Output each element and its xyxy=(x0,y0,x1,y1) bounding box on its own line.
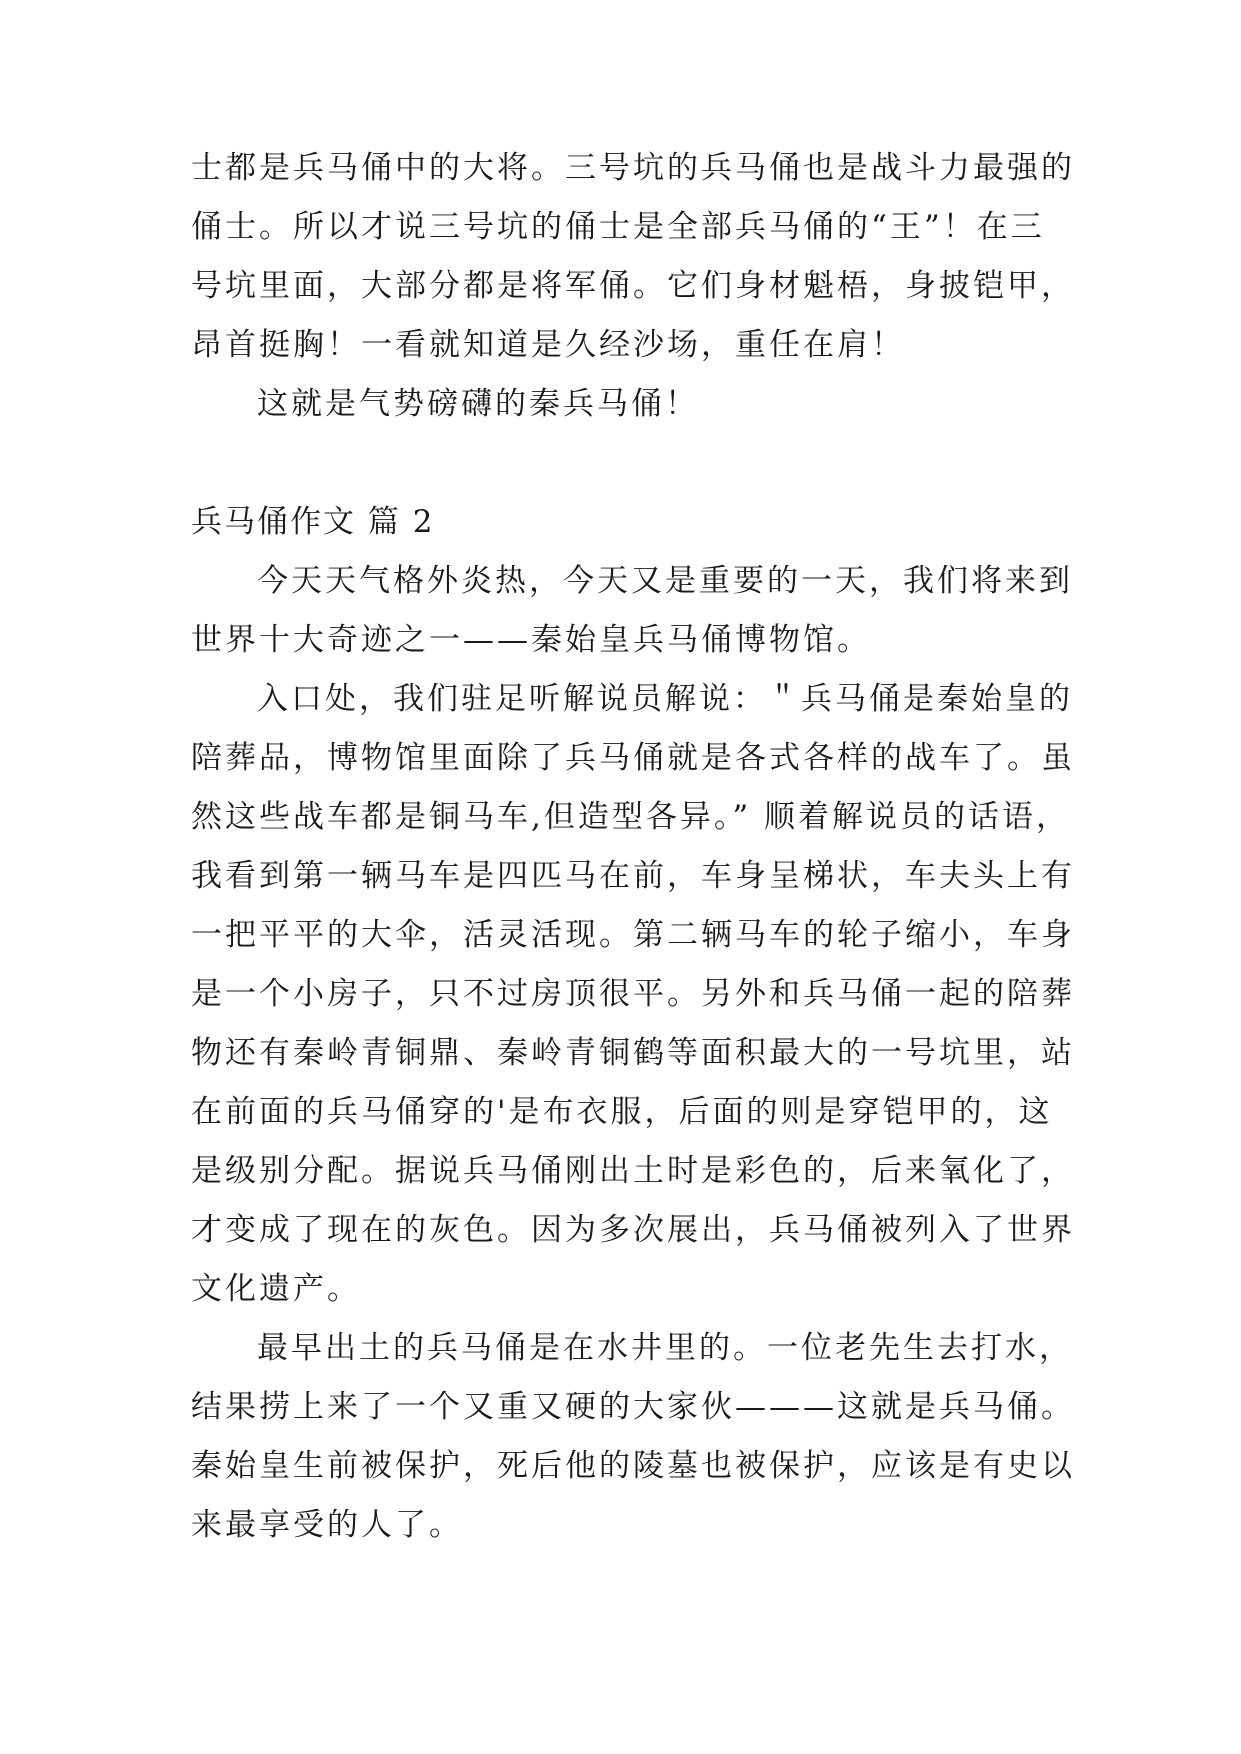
paragraph-line: 在前面的兵马俑穿的'是布衣服，后面的则是穿铠甲的，这 xyxy=(191,1094,1053,1130)
paragraph-line: 秦始皇生前被保护，死后他的陵墓也被保护，应该是有史以 xyxy=(191,1448,1075,1484)
paragraph-line: 文化遗产。 xyxy=(191,1271,361,1307)
paragraph-line: 世界十大奇迹之一——秦始皇兵马俑博物馆。 xyxy=(191,622,871,658)
paragraph-line: 一把平平的大伞，活灵活现。第二辆马车的轮子缩小，车身 xyxy=(191,917,1075,953)
paragraph-line: 才变成了现在的灰色。因为多次展出，兵马俑被列入了世界 xyxy=(191,1212,1075,1248)
paragraph-line: 入口处，我们驻足听解说员解说：＂兵马俑是秦始皇的 xyxy=(257,681,1073,717)
paragraph-line: 俑士。所以才说三号坑的俑士是全部兵马俑的“王”！在三 xyxy=(191,209,1045,245)
paragraph-line: 今天天气格外炎热，今天又是重要的一天，我们将来到 xyxy=(257,563,1073,599)
paragraph-line: 昂首挺胸！一看就知道是久经沙场，重任在肩！ xyxy=(191,327,905,363)
paragraph-line: 物还有秦岭青铜鼎、秦岭青铜鹤等面积最大的一号坑里，站 xyxy=(191,1035,1075,1071)
section-heading: 兵马俑作文 篇 2 xyxy=(191,504,435,540)
paragraph-line: 来最享受的人了。 xyxy=(191,1507,463,1543)
paragraph-line: 这就是气势磅礴的秦兵马俑！ xyxy=(257,386,699,422)
paragraph-line: 是级别分配。据说兵马俑刚出土时是彩色的，后来氧化了， xyxy=(191,1153,1075,1189)
paragraph-line: 结果捞上来了一个又重又硬的大家伙———这就是兵马俑。 xyxy=(191,1389,1075,1425)
paragraph-line: 最早出土的兵马俑是在水井里的。一位老先生去打水， xyxy=(257,1330,1073,1366)
paragraph-line: 我看到第一辆马车是四匹马在前，车身呈梯状，车夫头上有 xyxy=(191,858,1075,894)
paragraph-line: 陪葬品，博物馆里面除了兵马俑就是各式各样的战车了。虽 xyxy=(191,740,1075,776)
paragraph-line: 士都是兵马俑中的大将。三号坑的兵马俑也是战斗力最强的 xyxy=(191,150,1075,186)
paragraph-line: 是一个小房子，只不过房顶很平。另外和兵马俑一起的陪葬 xyxy=(191,976,1075,1012)
paragraph-line: 然这些战车都是铜马车,但造型各异。” 顺着解说员的话语， xyxy=(191,799,1071,835)
paragraph-line: 号坑里面，大部分都是将军俑。它们身材魁梧，身披铠甲， xyxy=(191,268,1075,304)
